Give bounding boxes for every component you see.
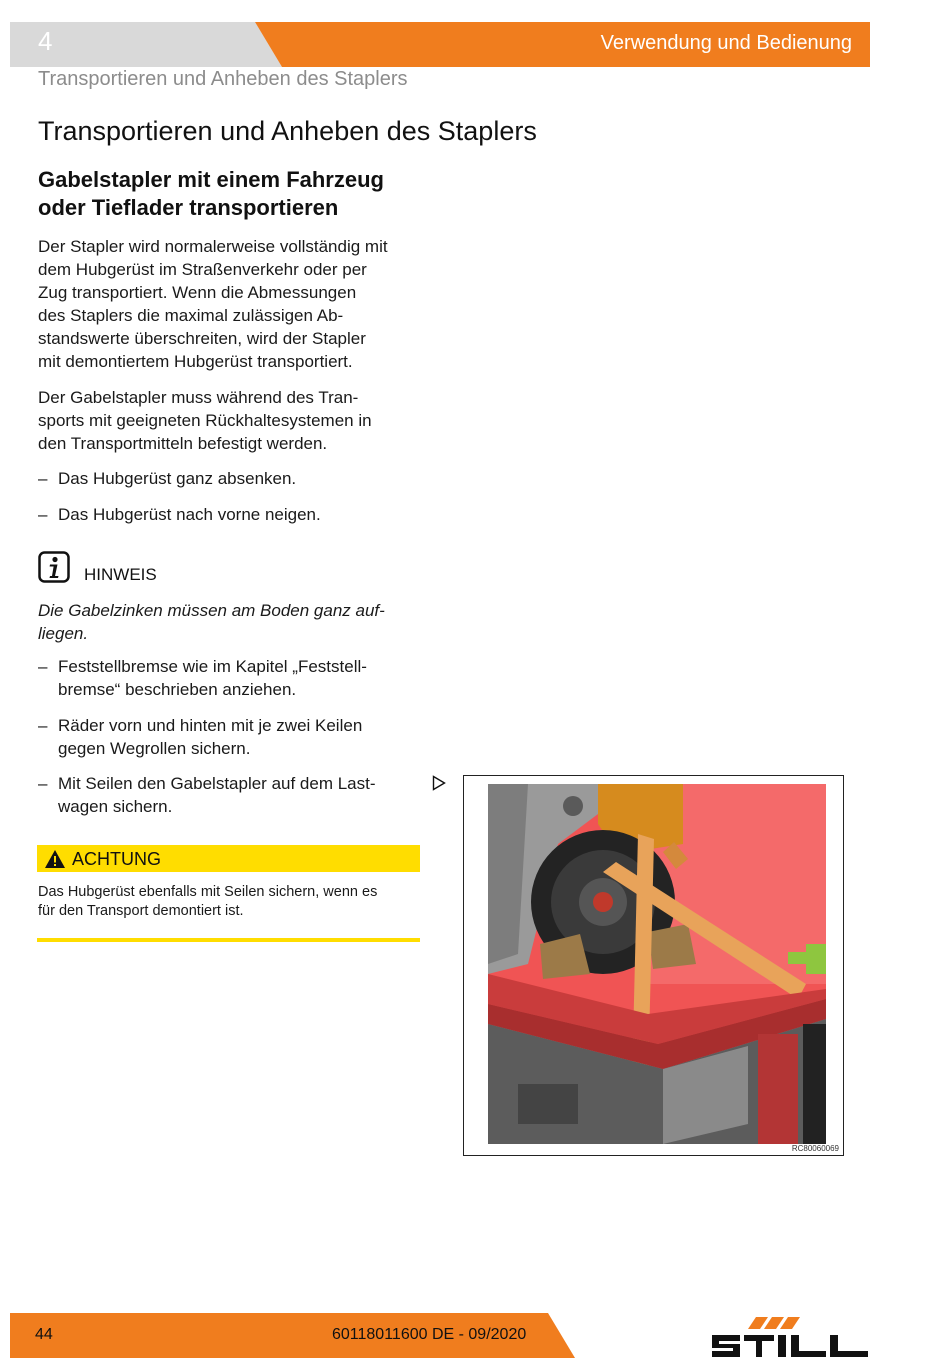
list-item: [38, 655, 428, 701]
document-id: 60118011600 DE - 09/2020: [332, 1326, 527, 1343]
text-line: dem Hubgerüst im Straßenverkehr oder per: [38, 260, 367, 279]
text-line: den Transportmitteln befestigt werden.: [38, 434, 328, 453]
list-item: [38, 714, 428, 760]
dash-marker: –: [38, 469, 48, 488]
paragraph-intro: [38, 235, 428, 373]
section-title-line: oder Tieflader transportieren: [38, 195, 339, 220]
warning-label: ACHTUNG: [72, 849, 161, 869]
text-line: Der Stapler wird normalerweise vollständig mit: [38, 237, 388, 256]
dash-marker: –: [38, 505, 48, 524]
figure-id: RC80060069: [791, 1144, 839, 1153]
dash-marker: –: [38, 774, 48, 793]
paragraph-restraint: [38, 386, 428, 455]
dash-marker: –: [38, 716, 48, 735]
text-line: für den Transport demontiert ist.: [38, 903, 244, 919]
section-title-line: Gabelstapler mit einem Fahrzeug: [38, 167, 384, 192]
list-item: [38, 467, 428, 490]
text-line: Das Hubgerüst ganz absenken.: [58, 469, 297, 488]
text-line: Das Hubgerüst ebenfalls mit Seilen sichern, wenn es: [38, 884, 378, 900]
text-line: standswerte überschreiten, wird der Stapler: [38, 329, 366, 348]
info-icon: [38, 551, 70, 583]
page-number: 44: [35, 1326, 53, 1343]
figure-illustration: [463, 775, 844, 1156]
text-line: gegen Wegrollen sichern.: [58, 739, 251, 758]
warning-bottom-rule: [37, 938, 420, 942]
warning-triangle-icon: [44, 849, 66, 869]
dash-marker: –: [38, 657, 48, 676]
text-line: des Staplers die maximal zulässigen Ab-: [38, 306, 344, 325]
text-line: Die Gabelzinken müssen am Boden ganz auf-: [38, 601, 385, 620]
text-line: Zug transportiert. Wenn die Abmessungen: [38, 283, 357, 302]
list-item: [38, 772, 428, 818]
hinweis-text: [38, 599, 428, 645]
triangle-pointer-icon: [432, 775, 446, 791]
text-line: Räder vorn und hinten mit je zwei Keilen: [58, 716, 363, 735]
text-line: mit demontiertem Hubgerüst transportiert.: [38, 352, 353, 371]
page-title: Transportieren und Anheben des Staplers: [38, 116, 537, 146]
forklift-on-truck-illustration: [488, 784, 826, 1144]
text-line: Das Hubgerüst nach vorne neigen.: [58, 505, 321, 524]
list-item: [38, 503, 428, 526]
text-line: wagen sichern.: [58, 797, 173, 816]
chapter-title: Verwendung und Bedienung: [600, 32, 852, 54]
text-line: liegen.: [38, 624, 89, 643]
text-line: Mit Seilen den Gabelstapler auf dem Last-: [58, 774, 376, 793]
text-line: Feststellbremse wie im Kapitel „Feststell-: [58, 657, 367, 676]
text-line: Der Gabelstapler muss während des Tran-: [38, 388, 359, 407]
section-title: [38, 166, 438, 222]
hinweis-label: HINWEIS: [84, 565, 157, 584]
chapter-number: 4: [38, 26, 53, 56]
text-line: bremse“ beschrieben anziehen.: [58, 680, 297, 699]
running-sub-header: Transportieren und Anheben des Staplers: [38, 68, 408, 90]
still-logo-icon: [708, 1315, 873, 1361]
text-line: sports mit geeigneten Rückhaltesystemen in: [38, 411, 372, 430]
warning-text: [38, 883, 428, 921]
